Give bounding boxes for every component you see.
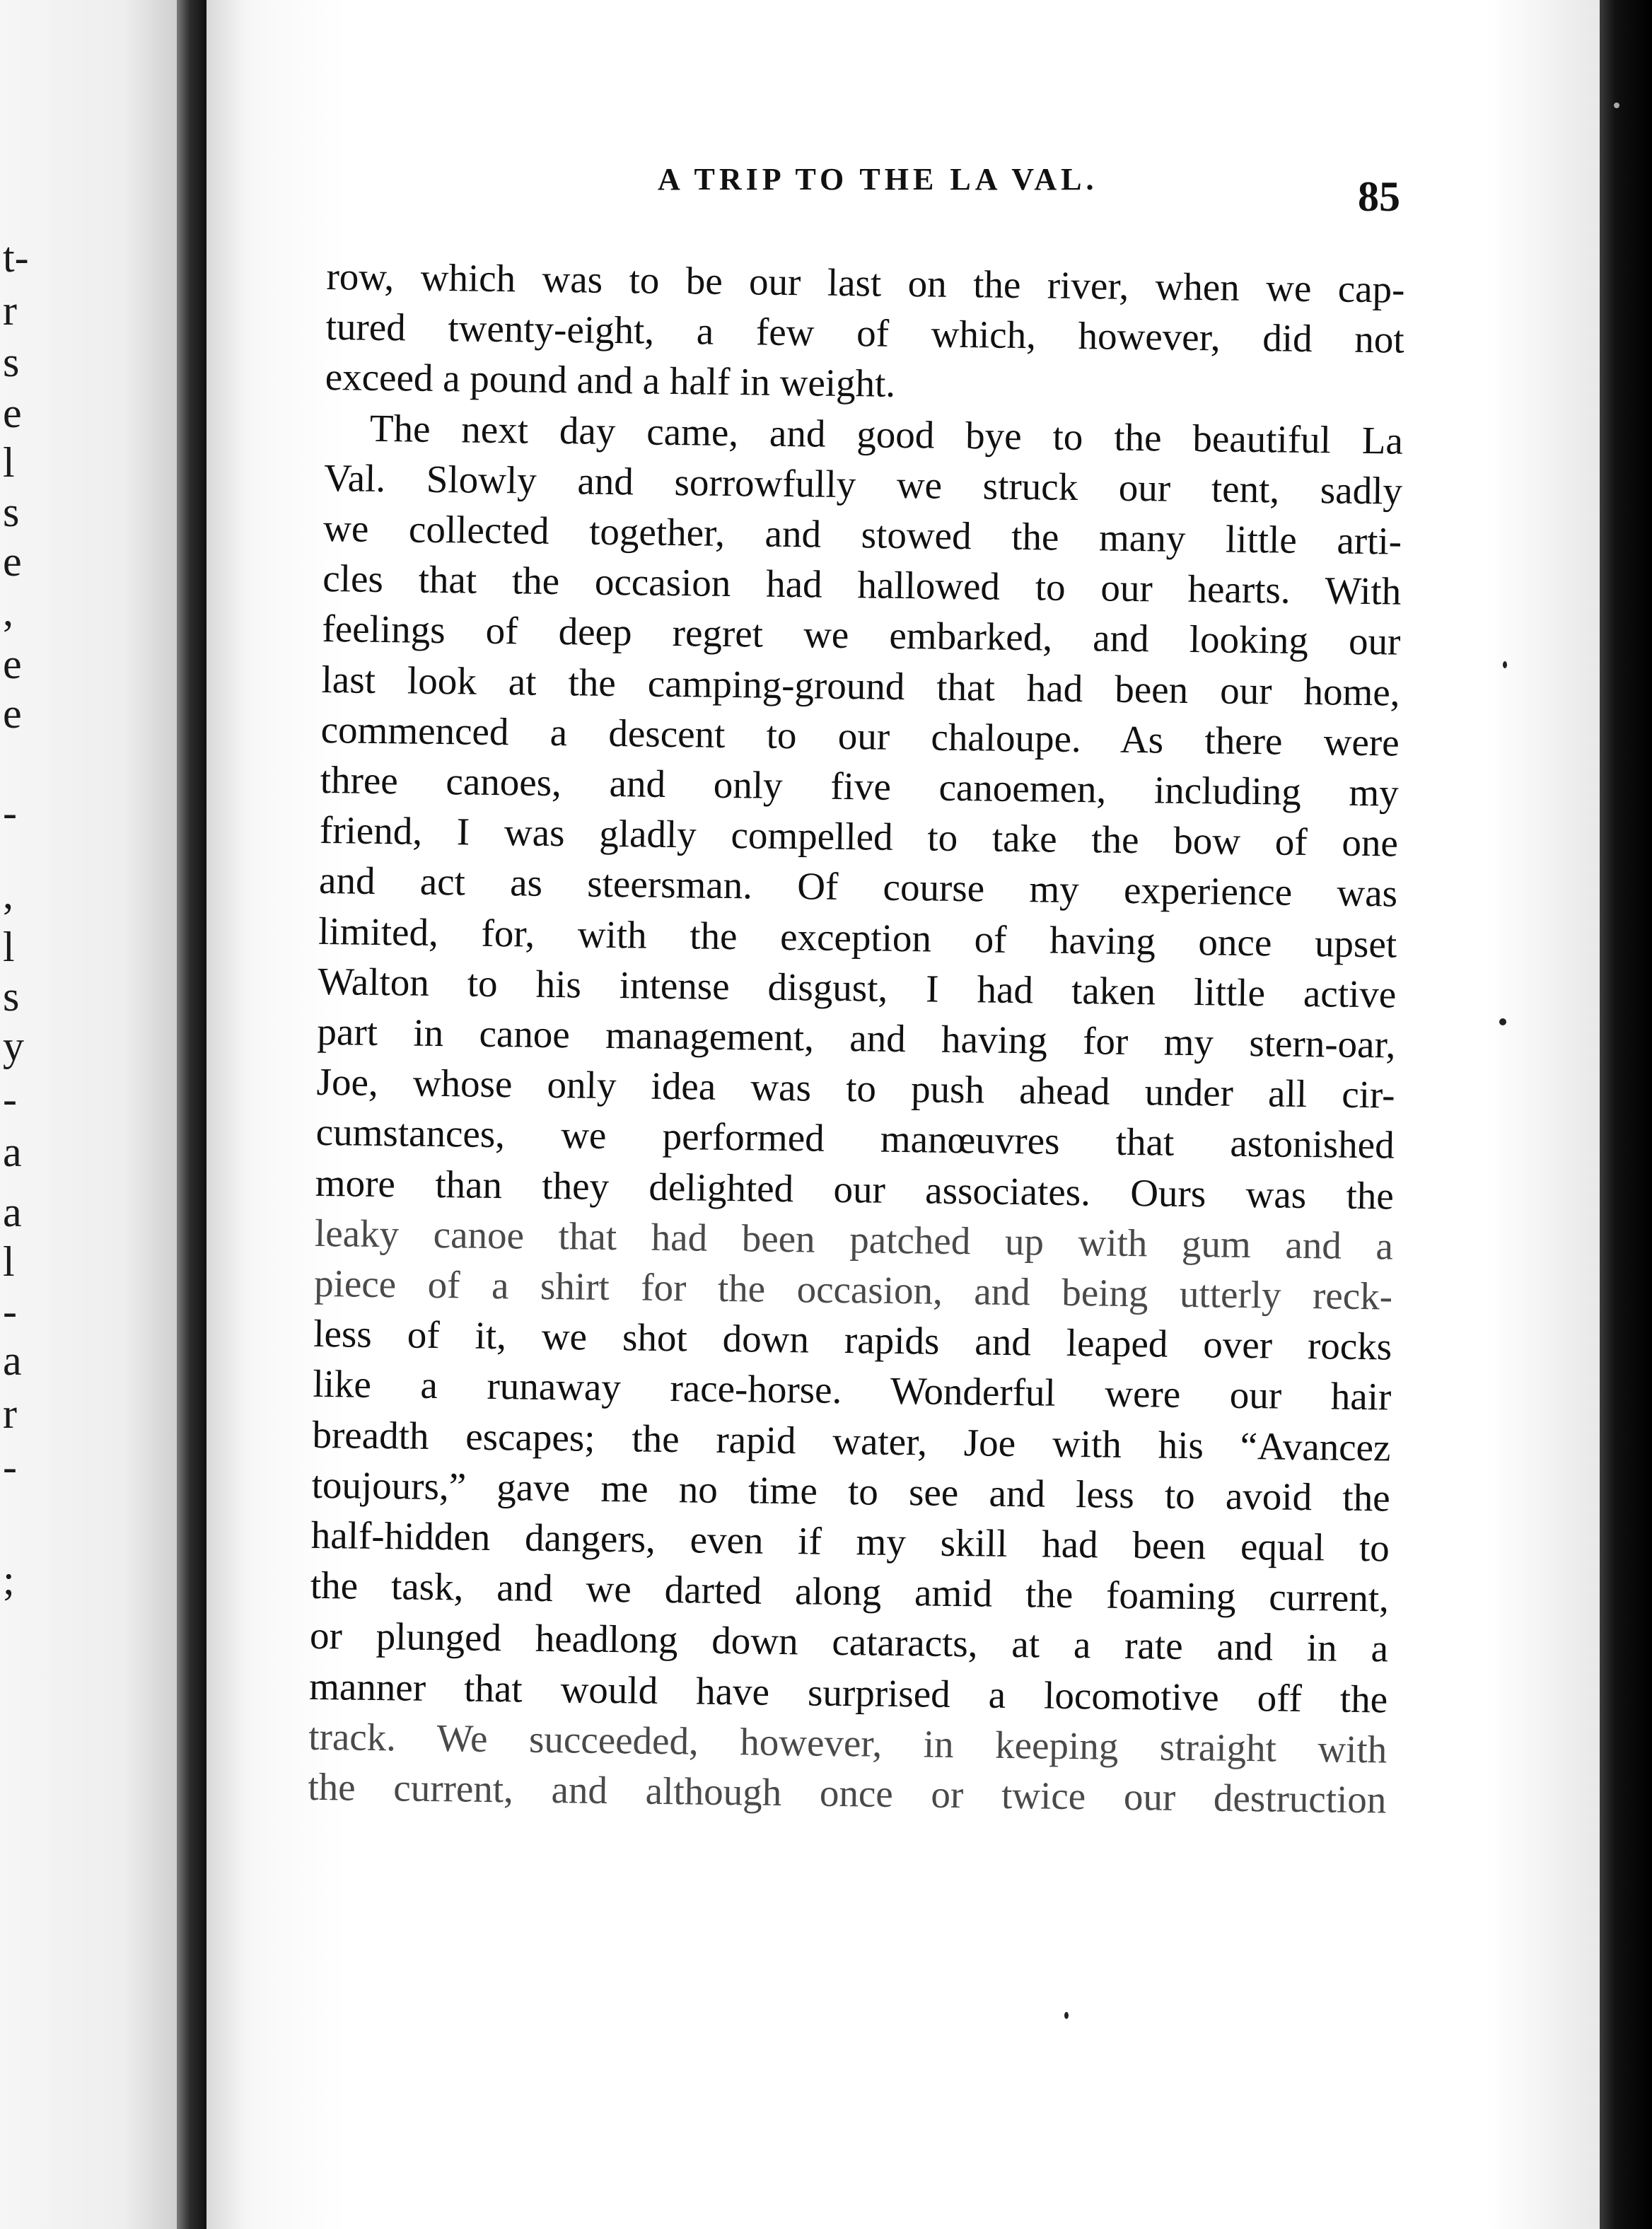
text-line: like a runaway race-horse. Wonderful were our hair <box>313 1362 1392 1419</box>
text-line: Walton to his intense disgust, I had taken little active <box>318 959 1397 1016</box>
text-line: part in canoe management, and having for my stern-oar, <box>317 1009 1396 1066</box>
text-line: exceed a pound and a half in weight. <box>325 355 896 406</box>
edge-char: - <box>3 1076 17 1122</box>
text-line: breadth escapes; the rapid water, Joe with his “Avancez <box>312 1412 1391 1469</box>
text-line: commenced a descent to our chaloupe. As there were <box>320 707 1400 764</box>
edge-char: l <box>3 924 15 970</box>
text-line: Joe, whose only idea was to push ahead under all cir- <box>316 1060 1395 1117</box>
edge-char: e <box>3 538 22 585</box>
text-line: Val. Slowly and sorrowfully we struck our tent, sadly <box>323 455 1403 513</box>
text-line: friend, I was gladly compelled to take the bow of one <box>319 808 1399 865</box>
edge-char: ; <box>3 1556 15 1603</box>
edge-char: e <box>3 390 22 436</box>
paper-speck <box>1064 2012 1069 2019</box>
text-line: or plunged headlong down cataracts, at a rate and in a <box>309 1614 1389 1670</box>
edge-char: r <box>3 1390 17 1437</box>
previous-page-fragment <box>0 0 177 2229</box>
text-line: leaky canoe that had been patched up with gum and a <box>314 1211 1394 1268</box>
edge-char: - <box>3 1443 17 1490</box>
text-line: tured twenty-eight, a few of which, however, did not <box>325 305 1404 361</box>
edge-char: s <box>3 973 20 1020</box>
edge-char: l <box>3 1238 15 1285</box>
text-line: half-hidden dangers, even if my skill had been equal to <box>310 1513 1390 1570</box>
paper-speck <box>1499 1018 1506 1025</box>
page-body-text <box>308 251 1405 1825</box>
text-line: we collected together, and stowed the many little arti- <box>322 506 1402 563</box>
text-line: and act as steersman. Of course my experience was <box>318 859 1398 915</box>
text-line: piece of a shirt for the occasion, and being utterly reck- <box>313 1261 1393 1318</box>
edge-char: s <box>3 489 20 535</box>
text-line: The next day came, and good bye to the beautiful La <box>369 406 1404 462</box>
text-line: track. We succeeded, however, in keeping straight with <box>308 1714 1388 1771</box>
edge-char: , <box>3 871 13 917</box>
text-line: the current, and although once or twice our destruction <box>308 1764 1387 1822</box>
edge-char: e <box>3 690 22 737</box>
text-line: last look at the camping-ground that had been our home, <box>321 657 1400 714</box>
text-line: cles that the occasion had hallowed to our hearts. With <box>322 557 1402 613</box>
text-line: feelings of deep regret we embarked, and looking our <box>322 607 1401 664</box>
text-line: row, which was to be our last on the river, when we cap- <box>326 254 1405 311</box>
edge-char: a <box>3 1337 22 1384</box>
edge-char: y <box>3 1023 24 1069</box>
text-line: toujours,” gave me no time to see and less to avoid the <box>311 1462 1390 1520</box>
text-line: cumstances, we performed manœuvres that astonished <box>315 1110 1395 1167</box>
edge-char: - <box>3 789 17 836</box>
text-line: three canoes, and only five canoemen, including my <box>320 757 1400 815</box>
text-line: less of it, we shot down rapids and leaped over rocks <box>313 1312 1392 1368</box>
edge-char: - <box>3 1288 17 1334</box>
book-gutter-shadow <box>177 0 206 2229</box>
edge-char: e <box>3 641 22 687</box>
previous-page-edge-text <box>0 0 42 2229</box>
text-line: more than they delighted our associates. Ours was the <box>315 1160 1395 1218</box>
text-line: limited, for, with the exception of having once upset <box>318 909 1397 966</box>
edge-char: , <box>3 588 13 634</box>
text-line: the task, and we darted along amid the foaming current, <box>310 1564 1390 1620</box>
edge-char: r <box>3 287 17 334</box>
edge-char: s <box>3 339 20 385</box>
text-line: manner that would have surprised a locomotive off the <box>308 1664 1388 1721</box>
paper-speck <box>1614 103 1619 108</box>
page-number: 85 <box>1358 173 1400 220</box>
edge-char: a <box>3 1189 22 1235</box>
edge-char: l <box>3 439 15 486</box>
running-head: A TRIP TO THE LA VAL. <box>658 162 1098 197</box>
page-edge-shadow <box>1600 0 1652 2229</box>
edge-char: t- <box>3 234 29 281</box>
edge-char: a <box>3 1129 22 1175</box>
paper-speck <box>1503 661 1507 668</box>
